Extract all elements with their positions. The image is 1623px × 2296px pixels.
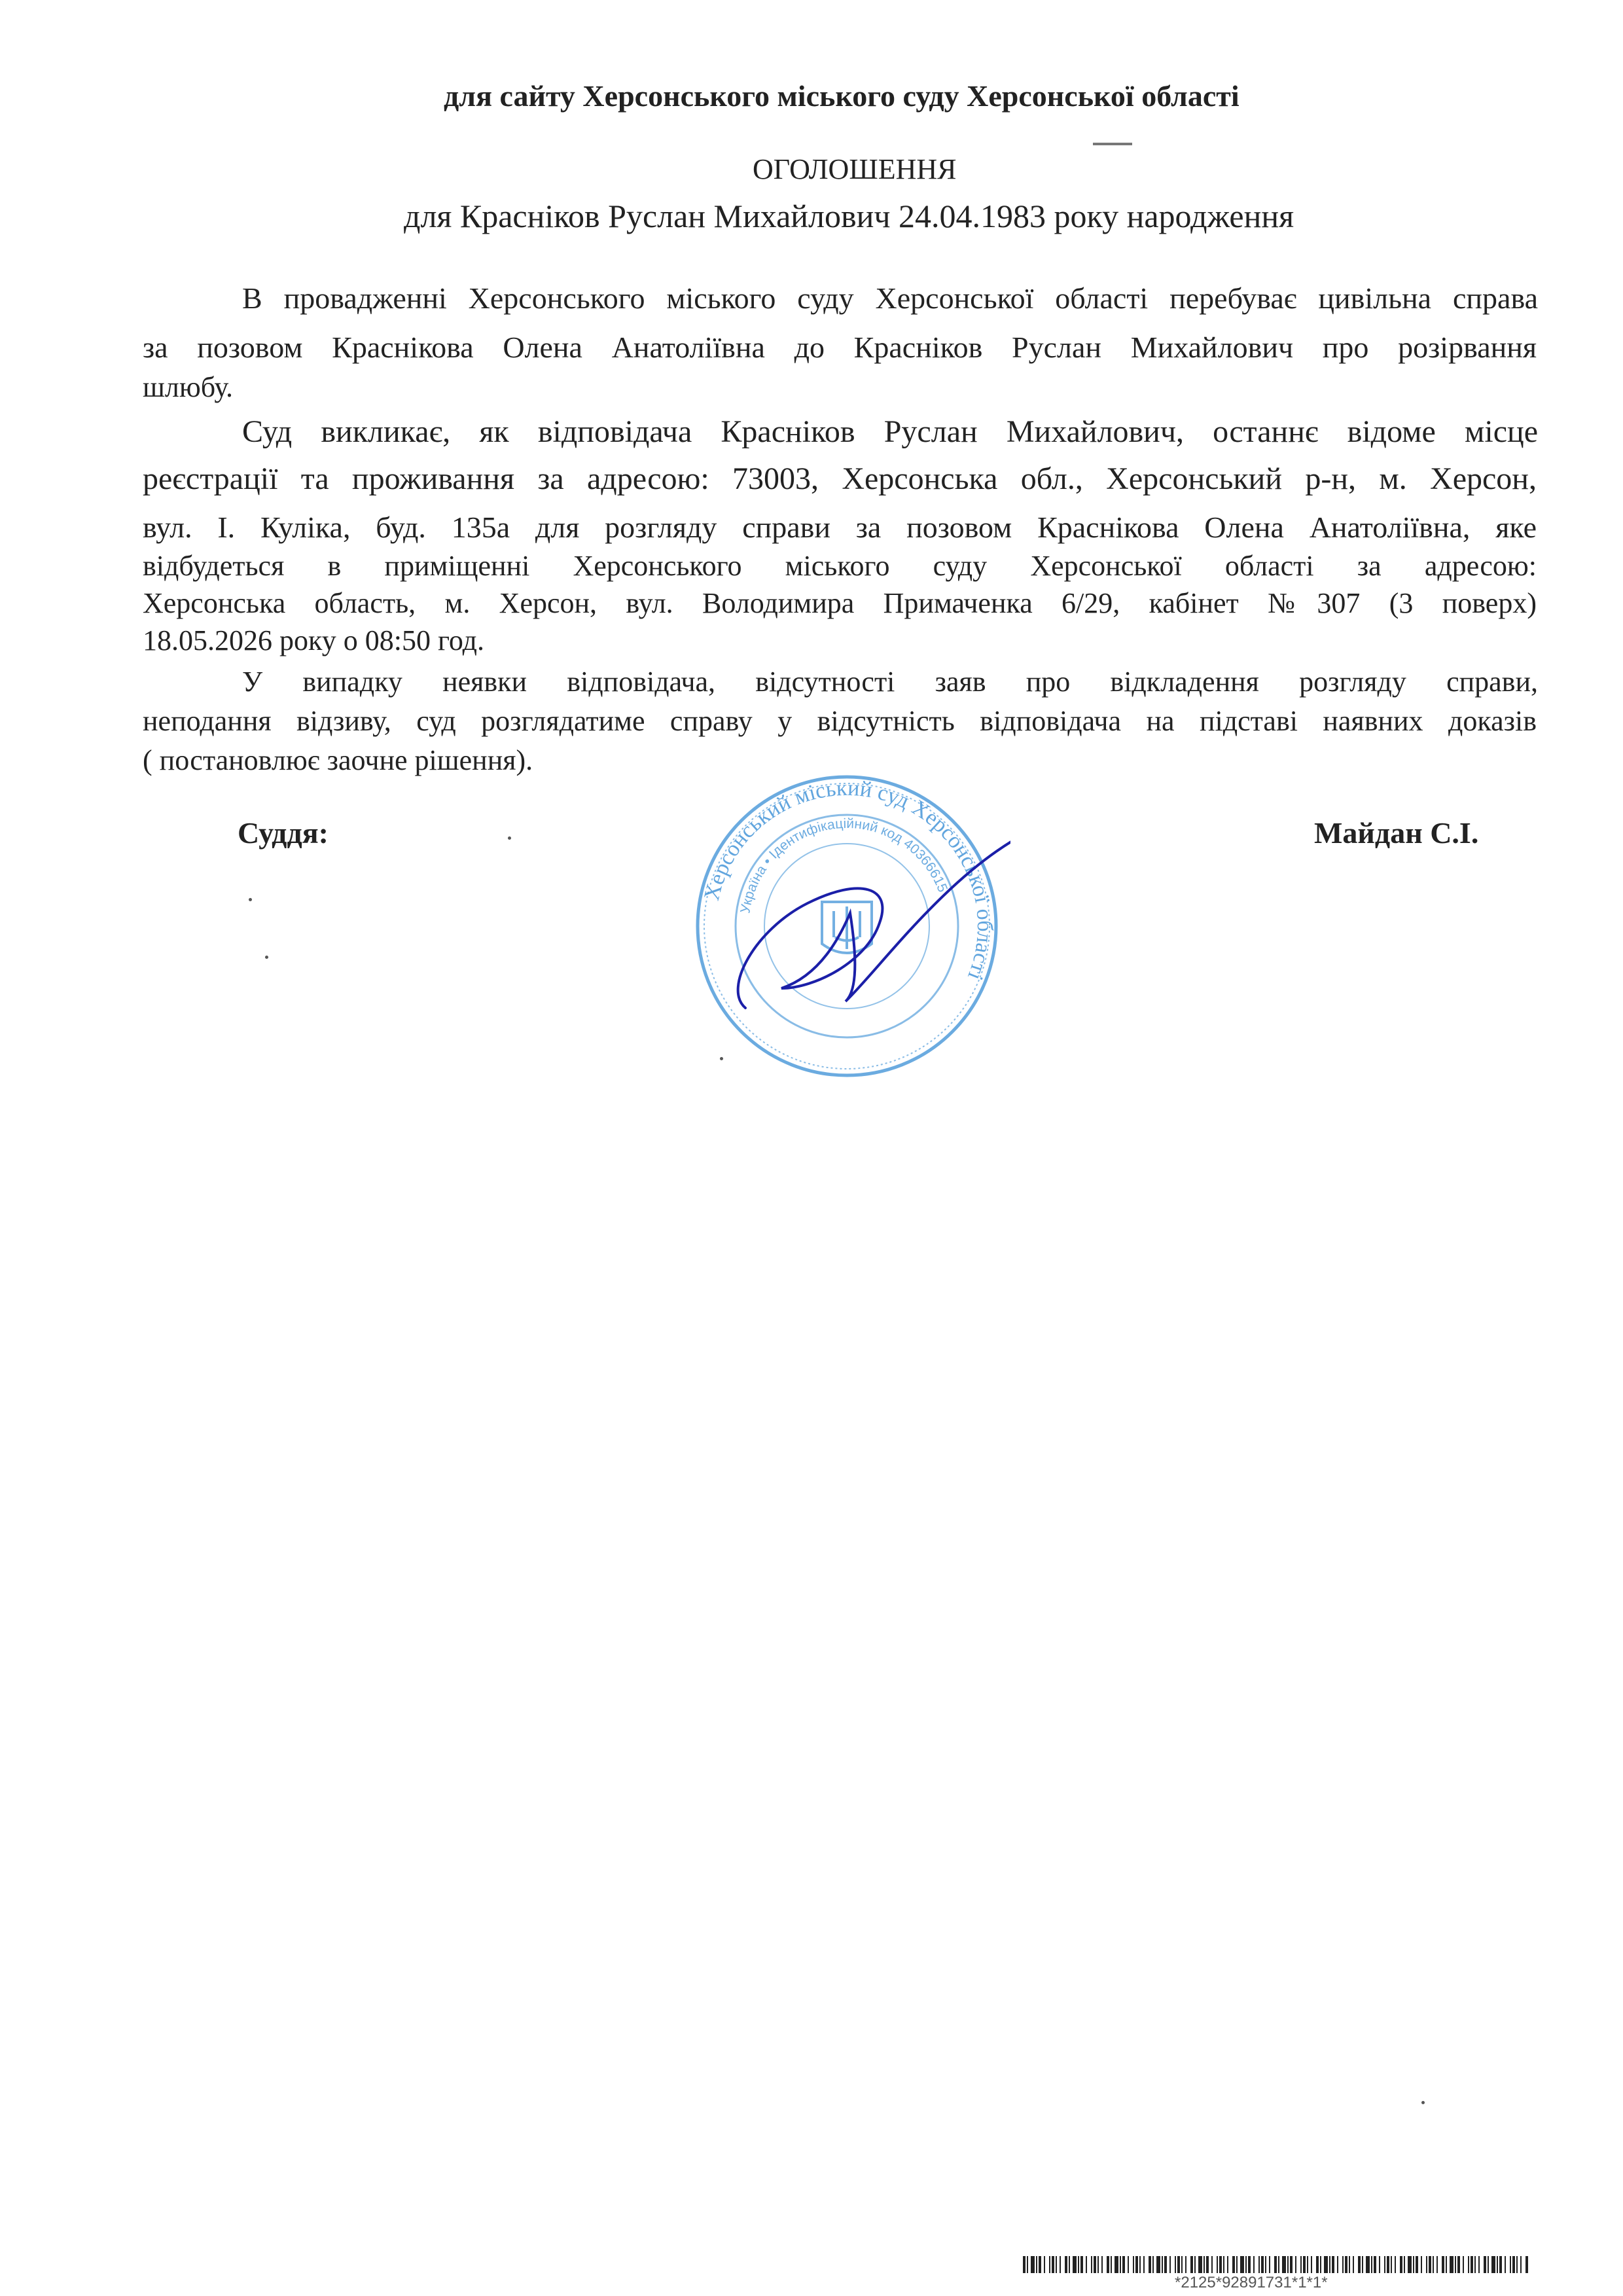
p2-line-3: вул. І. Куліка, буд. 135а для розгляду справи за позовом Краснікова Олена Анатоліївна, яке bbox=[143, 511, 1537, 544]
trident-emblem-icon bbox=[822, 902, 872, 953]
barcode-bar bbox=[1162, 2256, 1163, 2273]
barcode-bar bbox=[1217, 2256, 1218, 2273]
barcode-bar bbox=[1491, 2256, 1495, 2273]
barcode-bar bbox=[1274, 2256, 1277, 2273]
barcode-bar bbox=[1065, 2256, 1067, 2273]
p1-line-3: шлюбу. bbox=[143, 371, 234, 403]
barcode-bar bbox=[1404, 2256, 1405, 2273]
barcode-bar bbox=[1362, 2256, 1363, 2273]
barcode-bar bbox=[1436, 2256, 1438, 2273]
p2-line-6: 18.05.2026 року о 08:50 год. bbox=[143, 624, 485, 656]
barcode-bar bbox=[1269, 2256, 1270, 2273]
barcode-bar bbox=[1488, 2256, 1489, 2273]
court-stamp bbox=[683, 772, 1010, 1080]
barcode-bar bbox=[1094, 2256, 1096, 2273]
p2-line-5: Херсонська область, м. Херсон, вул. Володимира Примаченка 6/29, кабінет №307 (3 поверх) bbox=[143, 587, 1537, 619]
barcode-bar bbox=[1111, 2256, 1112, 2273]
scan-speck bbox=[265, 956, 268, 959]
barcode-bar bbox=[1149, 2256, 1151, 2273]
barcode-bar bbox=[1039, 2256, 1041, 2273]
barcode-bar bbox=[1080, 2256, 1083, 2273]
barcode-bar bbox=[1181, 2256, 1183, 2273]
barcode-bar bbox=[1143, 2256, 1145, 2273]
barcode-bar bbox=[1049, 2256, 1050, 2273]
barcode-bar bbox=[1429, 2256, 1431, 2273]
barcode-bar bbox=[1358, 2256, 1361, 2273]
barcode-bar bbox=[1349, 2256, 1350, 2273]
barcode-bar bbox=[1236, 2256, 1238, 2273]
barcode-bar bbox=[1044, 2256, 1045, 2273]
barcode-bar bbox=[1342, 2256, 1344, 2273]
stamp-inner-text: Україна • Ідентифікаційний код 40366615 bbox=[738, 816, 951, 915]
barcode-bar bbox=[1337, 2256, 1338, 2273]
barcode-bar bbox=[1282, 2256, 1286, 2273]
barcode-bar bbox=[1484, 2256, 1486, 2273]
barcode-bar bbox=[1177, 2256, 1180, 2273]
barcode-bar bbox=[1457, 2256, 1460, 2273]
p2-line-2: реєстрації та проживання за адресою: 73003, Херсонська обл., Херсонський р-н, м. Херсон, bbox=[143, 461, 1537, 496]
barcode-bar bbox=[1290, 2256, 1293, 2273]
barcode-bar bbox=[1391, 2256, 1392, 2273]
barcode bbox=[1023, 2256, 1528, 2273]
barcode-bar bbox=[1278, 2256, 1279, 2273]
barcode-bar bbox=[1408, 2256, 1412, 2273]
barcode-bar bbox=[1120, 2256, 1121, 2273]
barcode-bar bbox=[1198, 2256, 1202, 2273]
barcode-bar bbox=[1128, 2256, 1129, 2273]
barcode-bar bbox=[1258, 2256, 1260, 2273]
barcode-bar bbox=[1395, 2256, 1396, 2273]
barcode-bar bbox=[1152, 2256, 1154, 2273]
barcode-bar bbox=[1366, 2256, 1370, 2273]
page-title: ОГОЛОШЕННЯ bbox=[753, 153, 957, 185]
barcode-bar bbox=[1295, 2256, 1296, 2273]
barcode-bar bbox=[1329, 2256, 1330, 2273]
barcode-bar bbox=[1345, 2256, 1347, 2273]
barcode-bar bbox=[1156, 2256, 1160, 2273]
barcode-bar bbox=[1433, 2256, 1434, 2273]
barcode-bar bbox=[1139, 2256, 1141, 2273]
barcode-bar bbox=[1135, 2256, 1138, 2273]
barcode-bar bbox=[1426, 2256, 1427, 2273]
page-subtitle: для Красніков Руслан Михайлович 24.04.1983 року народження bbox=[404, 198, 1294, 234]
barcode-bar bbox=[1122, 2256, 1125, 2273]
barcode-bar bbox=[1185, 2256, 1186, 2273]
barcode-bar bbox=[1069, 2256, 1070, 2273]
barcode-bar bbox=[1101, 2256, 1103, 2273]
scan-mark bbox=[1093, 143, 1132, 145]
barcode-bar bbox=[1474, 2256, 1476, 2273]
barcode-bar bbox=[1194, 2256, 1196, 2273]
barcode-bar bbox=[1307, 2256, 1308, 2273]
barcode-bar bbox=[1520, 2256, 1522, 2273]
barcode-bar bbox=[1240, 2256, 1244, 2273]
barcode-bar bbox=[1265, 2256, 1266, 2273]
p3-line-2: неподання відзиву, суд розглядатиме справу у відсутність відповідача на підставі наявних доказів bbox=[143, 705, 1537, 737]
barcode-bar bbox=[1468, 2256, 1469, 2273]
barcode-bar bbox=[1219, 2256, 1222, 2273]
barcode-bar bbox=[1027, 2256, 1028, 2273]
barcode-bar bbox=[1232, 2256, 1235, 2273]
p1-line-2: за позовом Краснікова Олена Анатоліївна до Красніков Руслан Михайлович про розірвання bbox=[143, 331, 1537, 364]
barcode-bar bbox=[1107, 2256, 1109, 2273]
barcode-bar bbox=[1261, 2256, 1264, 2273]
barcode-bar bbox=[1253, 2256, 1255, 2273]
barcode-bar bbox=[1320, 2256, 1321, 2273]
barcode-bar bbox=[1497, 2256, 1498, 2273]
barcode-bar bbox=[1097, 2256, 1099, 2273]
barcode-bar bbox=[1204, 2256, 1205, 2273]
stamp-outer-text: Херсонський міський суд Херсонської області bbox=[700, 776, 997, 984]
barcode-bar bbox=[1060, 2256, 1061, 2273]
barcode-bar bbox=[1036, 2256, 1037, 2273]
barcode-bar bbox=[1471, 2256, 1473, 2273]
barcode-bar bbox=[1512, 2256, 1515, 2273]
barcode-bar bbox=[1311, 2256, 1312, 2273]
barcode-bar bbox=[1073, 2256, 1077, 2273]
barcode-bar bbox=[1510, 2256, 1511, 2273]
barcode-bar bbox=[1206, 2256, 1209, 2273]
barcode-bar bbox=[1133, 2256, 1134, 2273]
barcode-bar bbox=[1379, 2256, 1380, 2273]
barcode-bar bbox=[1164, 2256, 1167, 2273]
barcode-bar bbox=[1248, 2256, 1251, 2273]
barcode-bar bbox=[1052, 2256, 1054, 2273]
barcode-bar bbox=[1031, 2256, 1035, 2273]
barcode-bar bbox=[1442, 2256, 1444, 2273]
barcode-bar bbox=[1353, 2256, 1354, 2273]
barcode-bar bbox=[1086, 2256, 1087, 2273]
barcode-bar bbox=[1078, 2256, 1079, 2273]
barcode-caption: *2125*92891731*1*1* bbox=[1175, 2274, 1328, 2291]
barcode-bar bbox=[1455, 2256, 1456, 2273]
barcode-bar bbox=[1223, 2256, 1224, 2273]
scan-speck bbox=[1421, 2101, 1425, 2104]
header-site-line: для сайту Херсонського міського суду Херсонської області bbox=[444, 79, 1240, 113]
barcode-bar bbox=[1387, 2256, 1389, 2273]
barcode-bar bbox=[1175, 2256, 1176, 2273]
barcode-bar bbox=[1384, 2256, 1385, 2273]
barcode-bar bbox=[1374, 2256, 1376, 2273]
p2-line-1: Суд викликає, як відповідача Красніков Руслан Михайлович, останнє відоме місце bbox=[242, 414, 1538, 449]
barcode-bar bbox=[1300, 2256, 1302, 2273]
barcode-bar bbox=[1303, 2256, 1306, 2273]
barcode-bar bbox=[1056, 2256, 1057, 2273]
barcode-bar bbox=[1446, 2256, 1447, 2273]
p2-line-4: відбудеться в приміщенні Херсонського міського суду Херсонської області за адресою: bbox=[143, 550, 1537, 582]
barcode-bar bbox=[1023, 2256, 1026, 2273]
barcode-bar bbox=[1505, 2256, 1506, 2273]
barcode-bar bbox=[1227, 2256, 1228, 2273]
barcode-bar bbox=[1499, 2256, 1502, 2273]
judge-name: Майдан С.І. bbox=[1314, 816, 1479, 850]
barcode-bar bbox=[1416, 2256, 1418, 2273]
barcode-bar bbox=[1324, 2256, 1328, 2273]
barcode-bar bbox=[1525, 2256, 1528, 2273]
barcode-bar bbox=[1450, 2256, 1454, 2273]
scan-speck bbox=[508, 836, 511, 840]
barcode-bar bbox=[1516, 2256, 1518, 2273]
barcode-bar bbox=[1463, 2256, 1464, 2273]
barcode-bar bbox=[1169, 2256, 1171, 2273]
barcode-bar bbox=[1287, 2256, 1289, 2273]
p3-line-3: ( постановлює заочне рішення). bbox=[143, 744, 533, 776]
barcode-bar bbox=[1421, 2256, 1422, 2273]
p1-line-1: В провадженні Херсонського міського суду Херсонської області перебуває цивільна справа bbox=[242, 281, 1538, 315]
barcode-bar bbox=[1190, 2256, 1193, 2273]
barcode-bar bbox=[1316, 2256, 1319, 2273]
judge-label: Суддя: bbox=[238, 816, 329, 850]
scan-speck bbox=[249, 898, 252, 901]
barcode-bar bbox=[1332, 2256, 1334, 2273]
barcode-bar bbox=[1115, 2256, 1118, 2273]
barcode-bar bbox=[1211, 2256, 1213, 2273]
barcode-bar bbox=[1478, 2256, 1480, 2273]
barcode-bar bbox=[1245, 2256, 1247, 2273]
p3-line-1: У випадку неявки відповідача, відсутності заяв про відкладення розгляду справи, bbox=[242, 666, 1538, 698]
barcode-bar bbox=[1091, 2256, 1092, 2273]
barcode-bar bbox=[1371, 2256, 1372, 2273]
barcode-bar bbox=[1413, 2256, 1414, 2273]
barcode-bar bbox=[1400, 2256, 1402, 2273]
